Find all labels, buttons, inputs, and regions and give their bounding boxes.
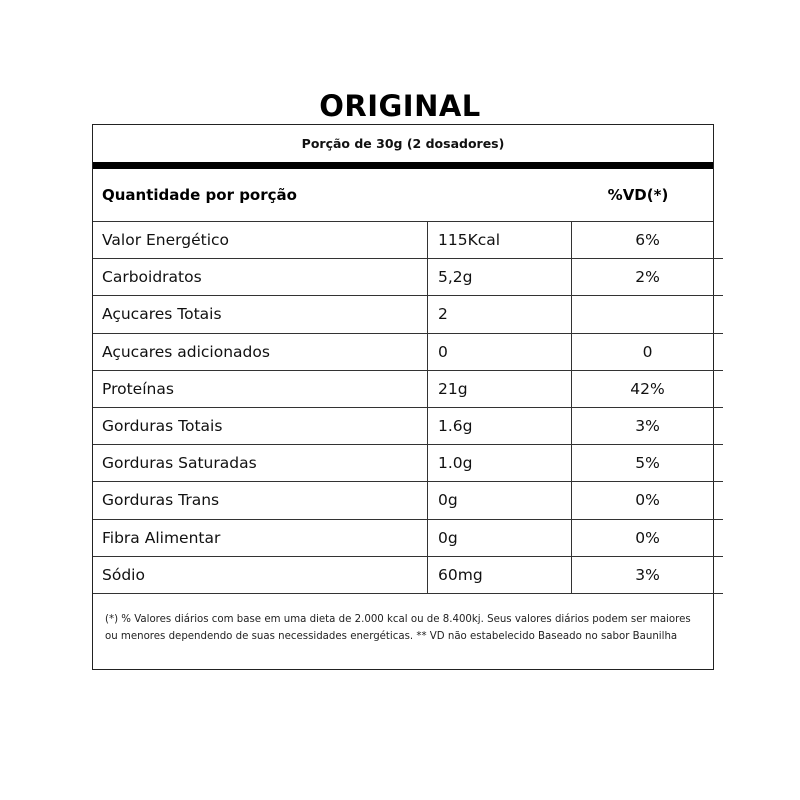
nutrient-vd: 0% [572, 519, 724, 556]
nutrient-amount: 115Kcal [428, 222, 572, 259]
nutrient-name: Gorduras Saturadas [93, 445, 428, 482]
nutrient-vd: 0 [572, 333, 724, 370]
nutrient-vd: 42% [572, 370, 724, 407]
nutrient-amount: 1.6g [428, 407, 572, 444]
nutrient-vd [572, 296, 724, 333]
nutrient-vd: 3% [572, 407, 724, 444]
table-header [93, 169, 713, 222]
table-row [93, 445, 723, 482]
nutrient-vd: 0% [572, 482, 724, 519]
table-row [93, 259, 723, 296]
nutrient-name: Proteínas [93, 370, 428, 407]
nutrient-vd: 6% [572, 222, 724, 259]
nutrient-amount: 1.0g [428, 445, 572, 482]
table-row [93, 370, 723, 407]
nutrient-amount: 2 [428, 296, 572, 333]
nutrient-rows [93, 222, 723, 594]
nutrient-vd: 2% [572, 259, 724, 296]
nutrient-name: Gorduras Totais [93, 407, 428, 444]
nutrition-facts-table [92, 124, 714, 670]
table-row [93, 482, 723, 519]
serving-size: Porção de 30g (2 dosadores) [301, 136, 505, 151]
nutrient-name: Valor Energético [93, 222, 428, 259]
nutrient-name: Sódio [93, 556, 428, 593]
nutrient-name: Açucares adicionados [93, 333, 428, 370]
table-row [93, 222, 723, 259]
nutrient-amount: 0g [428, 519, 572, 556]
table-row [93, 296, 723, 333]
nutrient-name: Gorduras Trans [93, 482, 428, 519]
table-row [93, 519, 723, 556]
table-row [93, 333, 723, 370]
nutrient-name: Fibra Alimentar [93, 519, 428, 556]
table-row [93, 556, 723, 593]
footnote: (*) % Valores diários com base em uma dieta de 2.000 kcal ou de 8.400kj. Seus valores diários podem ser maiores ou menores dependendo de suas necessidades energéticas. ** VD não estabelecido Baseado no sabor Baunilha [105, 614, 691, 642]
quantity-header: Quantidade por porção [102, 186, 297, 204]
nutrient-amount: 60mg [428, 556, 572, 593]
nutrient-amount: 21g [428, 370, 572, 407]
nutrient-amount: 0 [428, 333, 572, 370]
nutrient-vd: 3% [572, 556, 724, 593]
vd-header: %VD(*) [607, 186, 669, 204]
nutrient-amount: 5,2g [428, 259, 572, 296]
nutrient-amount: 0g [428, 482, 572, 519]
thick-divider [93, 162, 713, 169]
nutrient-vd: 5% [572, 445, 724, 482]
table-row [93, 407, 723, 444]
page-title: ORIGINAL [319, 89, 481, 123]
nutrient-name: Carboidratos [93, 259, 428, 296]
nutrient-name: Açucares Totais [93, 296, 428, 333]
